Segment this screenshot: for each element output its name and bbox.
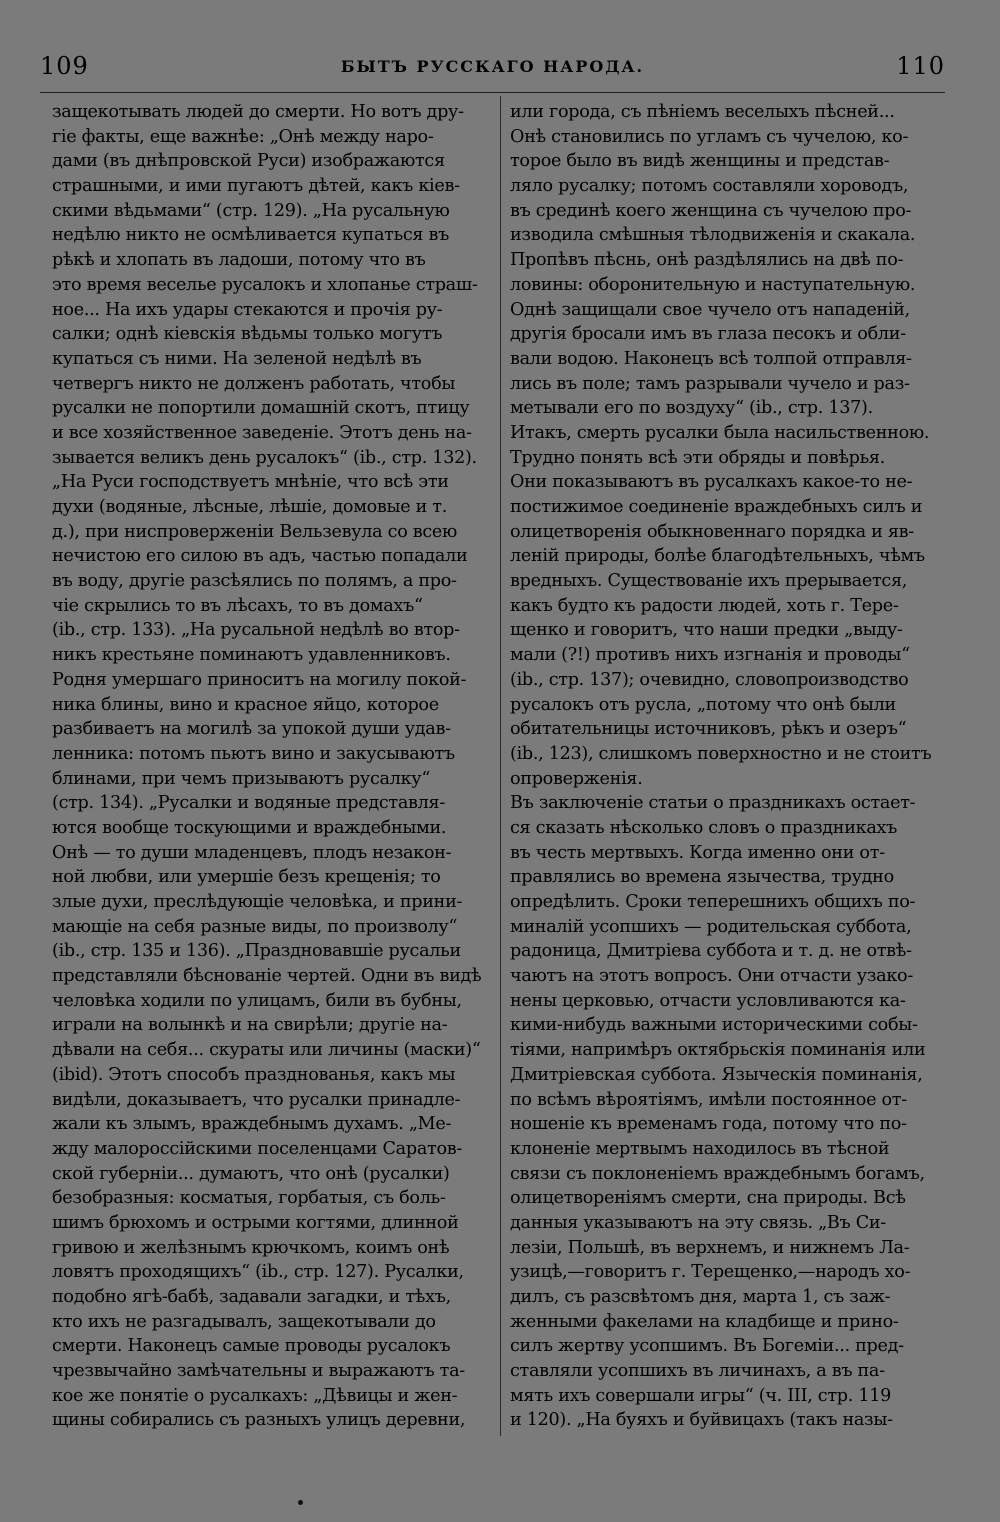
text-line: и 120). „На буяхъ и буйвицахъ (такъ назы- (510, 1410, 893, 1431)
text-line: кто ихъ не разгадывалъ, защекотывали до (52, 1311, 436, 1332)
text-line: четвергъ никто не долженъ работать, чтобы (52, 373, 456, 394)
text-line: жали къ злымъ, враждебнымъ духамъ. „Ме- (52, 1114, 452, 1135)
text-column-left (52, 100, 492, 1433)
text-line: въ честь мертвыхъ. Когда именно они от- (510, 842, 885, 863)
text-line: мающіе на себя разные виды, по произволу“ (52, 916, 458, 937)
text-line: представляли бѣснованіе чертей. Одни въ видѣ (52, 966, 482, 987)
text-line: подобно ягѣ-бабѣ, задавали загадки, и тѣхъ, (52, 1287, 451, 1307)
text-line: зывается великъ день русалокъ“ (ib., стр. 132). (52, 447, 477, 468)
text-line: чіе скрылись то въ лѣсахъ, то въ домахъ“ (52, 595, 423, 616)
text-line: связи съ поклоненіемъ враждебнымъ богамъ, (510, 1163, 925, 1184)
text-line: ной любви, или умершіе безъ крещенія; то (52, 867, 441, 888)
text-line: ставляли усопшихъ въ личинахъ, а въ па- (510, 1361, 885, 1382)
text-line: видѣли, доказываетъ, что русалки принадле- (52, 1089, 461, 1110)
text-line: олицетворенія обыкновеннаго порядка и яв- (510, 521, 914, 542)
column-divider (500, 96, 501, 1436)
text-line: ской губерніи... думаютъ, что онѣ (русалки) (52, 1163, 450, 1184)
text-line: разбиваетъ на могилѣ за упокой души удав- (52, 719, 451, 740)
text-line: правлялись во времена язычества, трудно (510, 867, 894, 888)
text-line: миналій усопшихъ — родительская суббота, (510, 916, 912, 937)
text-line: Дмитріевская суббота. Языческія поминанія, (510, 1064, 923, 1085)
text-line: злые духи, преслѣдующіе человѣка, и прини- (52, 892, 463, 912)
text-line: чаютъ на этотъ вопросъ. Они отчасти узако- (510, 966, 913, 987)
text-line: Они показываютъ въ русалкахъ какое-то не- (510, 472, 913, 493)
text-line: какъ будто къ радости людей, хоть г. Тере- (510, 595, 899, 616)
text-line: лезіи, Польшѣ, въ верхнемъ, и нижнемъ Ла- (510, 1237, 910, 1258)
text-line: смерти. Наконецъ самые проводы русалокъ (52, 1336, 451, 1357)
text-line: опроверженія. (510, 768, 643, 789)
text-line: это время веселье русалокъ и хлопанье страш- (52, 274, 478, 295)
text-line: недѣлю никто не осмѣливается купаться въ (52, 225, 450, 246)
text-line: лись въ поле; тамъ разрывали чучело и раз- (510, 373, 910, 394)
text-line: ношеніе къ временамъ года, потому что по- (510, 1114, 907, 1135)
text-line: ся сказать нѣсколько словъ о праздникахъ (510, 817, 898, 838)
text-line: Однѣ защищали свое чучело отъ нападеній, (510, 299, 910, 320)
text-line: (ib., стр. 135 и 136). „Праздновавшіе русальи (52, 941, 461, 962)
text-line: леній природы, болѣе благодѣтельныхъ, чѣмъ (510, 546, 925, 567)
text-line: Трудно понять всѣ эти обряды и повѣрья. (510, 447, 885, 468)
text-line: никъ крестьяне поминаютъ удавленниковъ. (52, 645, 451, 666)
text-line: чрезвычайно замѣчательны и выражаютъ та- (52, 1361, 465, 1382)
text-line: щины собирались съ разныхъ улицъ деревни, (52, 1410, 466, 1431)
text-line: изводила смѣшныя тѣлодвиженія и скакала. (510, 225, 916, 246)
text-line: метывали его по воздуху“ (ib., стр. 137). (510, 398, 873, 419)
text-line: человѣка ходили по улицамъ, били въ бубны, (52, 990, 462, 1011)
text-line: вредныхъ. Существованіе ихъ прерывается, (510, 571, 908, 592)
text-line: д.), при ниспроверженіи Вельзевула со всею (52, 521, 458, 542)
text-line: ются вообще тоскующими и враждебными. (52, 817, 447, 838)
text-line: (ibid). Этотъ способъ празднованья, какъ мы (52, 1064, 456, 1085)
text-line: постижимое соединеніе враждебныхъ силъ и (510, 497, 923, 517)
text-line: ляло русалку; потомъ составляли хороводъ, (510, 176, 909, 197)
text-line: нены церковью, отчасти условливаются ка- (510, 990, 906, 1011)
text-line: мали (?!) противъ нихъ изгнанія и проводы“ (510, 645, 910, 666)
text-line: другія бросали имъ въ глаза песокъ и обли- (510, 324, 906, 345)
text-line: по всѣмъ вѣроятіямъ, имѣли постоянное от- (510, 1089, 907, 1110)
text-line: (ib., стр. 133). „На русальной недѣлѣ во втор- (52, 620, 460, 641)
text-line: жду малороссійскими поселенцами Саратов- (52, 1138, 462, 1159)
page-number-left: 109 (40, 52, 89, 80)
text-line: вали водою. Наконецъ всѣ толпой отправля- (510, 348, 912, 369)
text-line: Пропѣвъ пѣснь, онѣ раздѣлялись на двѣ по- (510, 250, 904, 271)
text-line: въ срединѣ коего женщина съ чучелою про- (510, 200, 912, 221)
text-line: ловятъ проходящихъ“ (ib., стр. 127). Русалки, (52, 1262, 464, 1283)
page-header (40, 52, 945, 88)
text-line: Онѣ становились по угламъ съ чучелою, ко- (510, 126, 909, 147)
text-line: Онѣ — то души младенцевъ, плодъ незакон- (52, 842, 452, 863)
text-line: клоненіе мертвымъ находилось въ тѣсной (510, 1138, 890, 1159)
text-line: Въ заключеніе статьи о праздникахъ остает- (510, 793, 916, 814)
text-line: Родня умершаго приноситъ на могилу покой- (52, 669, 467, 690)
text-line: радоница, Дмитріева суббота и т. д. не отвѣ- (510, 941, 912, 962)
text-line: силъ жертву усопшимъ. Въ Богеміи... пред- (510, 1336, 904, 1357)
text-line: дилъ, съ разсвѣтомъ дня, марта 1, съ заж- (510, 1287, 891, 1307)
text-line: блинами, при чемъ призываютъ русалку“ (52, 768, 431, 789)
page-number-right: 110 (896, 52, 945, 80)
text-line: (ib., 123), слишкомъ поверхностно и не стоитъ (510, 743, 932, 764)
text-line: безобразныя: косматыя, горбатыя, съ боль- (52, 1188, 446, 1209)
text-line: кое же понятіе о русалкахъ: „Дѣвицы и жен- (52, 1385, 458, 1406)
text-line: ловины: оборонительную и наступательную. (510, 274, 916, 295)
text-line: ное... На ихъ удары стекаются и прочія ру- (52, 299, 443, 320)
text-line: играли на волынкѣ и на свирѣли; другіе на- (52, 1015, 448, 1036)
text-line: скими вѣдьмами“ (стр. 129). „На русальную (52, 200, 450, 221)
text-line: дами (въ днѣпровской Руси) изображаются (52, 151, 445, 172)
text-line: рѣкѣ и хлопать въ ладоши, потому что въ (52, 250, 426, 271)
text-line: торое было въ видѣ женщины и представ- (510, 151, 890, 172)
text-line: страшными, и ими пугаютъ дѣтей, какъ кіев- (52, 176, 460, 197)
text-line: Итакъ, смерть русалки была насильственною. (510, 422, 930, 443)
text-line: обитательницы источниковъ, рѣкъ и озеръ“ (510, 719, 907, 740)
running-title: БЫТЪ РУССКАГО НАРОДА. (340, 57, 645, 76)
text-line: дѣвали на себя... скураты или личины (маски)“ (52, 1040, 481, 1061)
text-line: узицѣ,—говоритъ г. Терещенко,—народъ хо- (510, 1262, 911, 1283)
text-line: защекотывать людей до смерти. Но вотъ дру- (52, 102, 464, 122)
text-line: ленника: потомъ пьютъ вино и закусываютъ (52, 743, 455, 764)
text-line: въ воду, другіе разсѣялись по полямъ, а про- (52, 571, 457, 592)
text-line: ника блины, вино и красное яйцо, которое (52, 694, 439, 715)
text-line: духи (водяные, лѣсные, лѣшіе, домовые и т. (52, 497, 448, 517)
text-line: салки; однѣ кіевскія вѣдьмы только могутъ (52, 324, 443, 345)
text-line: олицетвореніямъ смерти, сна природы. Всѣ (510, 1188, 906, 1209)
text-line: и все хозяйственное заведеніе. Этотъ день на- (52, 422, 472, 443)
text-line: мять ихъ совершали игры“ (ч. III, стр. 119 (510, 1385, 892, 1406)
text-line: кими-нибудь важными историческими собы- (510, 1015, 918, 1036)
text-line: нечистою его силою въ адъ, частью попадали (52, 546, 468, 567)
text-line: гривою и желѣзнымъ крючкомъ, коимъ онѣ (52, 1237, 450, 1258)
text-line: щенко и говоритъ, что наши предки „выду- (510, 620, 903, 641)
text-line: русалокъ отъ русла, „потому что онѣ были (510, 694, 896, 715)
text-line: русалки не попортили домашній скотъ, птицу (52, 398, 470, 419)
text-line: шимъ брюхомъ и острыми когтями, длинной (52, 1212, 459, 1233)
text-line: тіями, напримѣръ октябрьскія поминанія или (510, 1040, 926, 1061)
text-line: женными факелами на кладбище и прино- (510, 1311, 899, 1332)
ink-speck (298, 1500, 303, 1505)
text-line: или города, съ пѣніемъ веселыхъ пѣсней... (510, 102, 895, 122)
text-column-right (510, 100, 940, 1433)
text-line: (стр. 134). „Русалки и водяные представля- (52, 793, 445, 814)
text-line: опредѣлить. Сроки теперешнихъ общихъ по- (510, 892, 916, 912)
header-rule (40, 92, 945, 93)
text-line: купаться съ ними. На зеленой недѣлѣ въ (52, 348, 422, 369)
text-line: „На Руси господствуетъ мнѣніе, что всѣ эти (52, 472, 449, 493)
text-line: гіе факты, еще важнѣе: „Онѣ между наро- (52, 126, 434, 147)
text-line: (ib., стр. 137); очевидно, словопроизводство (510, 669, 909, 690)
text-line: данныя указываютъ на эту связь. „Въ Си- (510, 1212, 886, 1233)
